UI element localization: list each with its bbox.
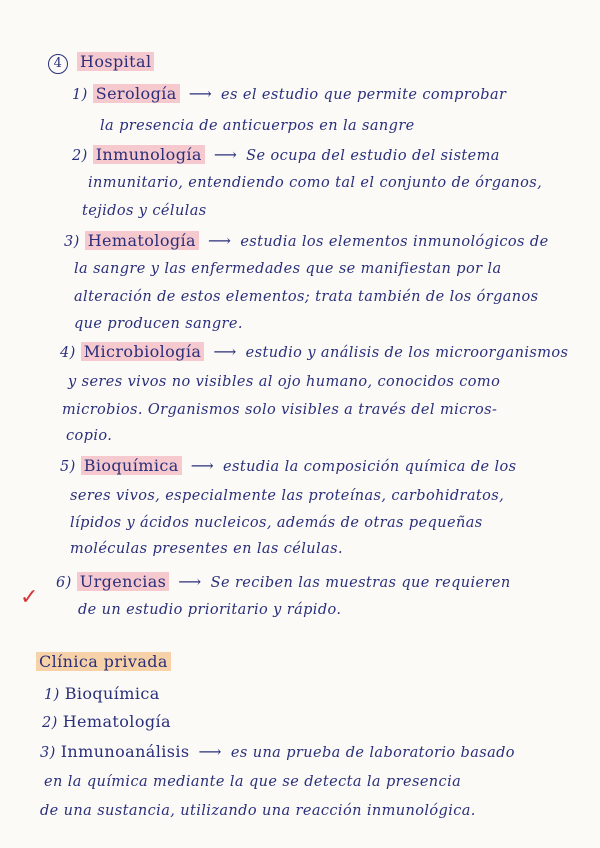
arrow-icon: ⟶ xyxy=(198,742,222,761)
item3-term: Hematología xyxy=(85,231,199,250)
item4-line4: copio. xyxy=(66,428,113,444)
section2-heading xyxy=(36,652,171,671)
item5-term: Bioquímica xyxy=(81,456,182,475)
s2-item3-line3: de una sustancia, utilizando una reacción inmunológica. xyxy=(40,803,476,819)
s2-item2-term: Hematología xyxy=(62,712,171,731)
section2-title: Clínica privada xyxy=(36,652,171,671)
item4-line2: y seres vivos no visibles al ojo humano, conocidos como xyxy=(68,374,501,390)
section1-heading xyxy=(48,52,154,74)
arrow-icon: ⟶ xyxy=(213,342,237,361)
item1-line2: la presencia de anticuerpos en la sangre xyxy=(100,118,415,134)
item4-line1: 4) Microbiología ⟶ estudio y análisis de los microorganismos xyxy=(60,342,569,361)
section1-title: Hospital xyxy=(77,52,154,71)
item3-line1: 3) Hematología ⟶ estudia los elementos inmunológicos de xyxy=(64,231,549,250)
item2-line3: tejidos y células xyxy=(82,203,207,219)
arrow-icon: ⟶ xyxy=(178,572,202,591)
item5-line3: lípidos y ácidos nucleicos, además de otras pequeñas xyxy=(70,515,483,531)
section1-number: 4 xyxy=(48,54,68,74)
item6-term: Urgencias xyxy=(77,572,170,591)
arrow-icon: ⟶ xyxy=(207,231,232,250)
item4-term: Microbiología xyxy=(81,342,205,361)
item2-term: Inmunología xyxy=(93,145,205,164)
item5-line2: seres vivos, especialmente las proteínas, carbohidratos, xyxy=(70,488,505,504)
item3-line3: alteración de estos elementos; trata también de los órganos xyxy=(74,289,539,305)
check-mark-icon: ✓ xyxy=(20,585,39,610)
arrow-icon: ⟶ xyxy=(188,84,213,103)
item2-line2: inmunitario, entendiendo como tal el conjunto de órganos, xyxy=(88,175,543,191)
item4-line3: microbios. Organismos solo visibles a través del micros- xyxy=(62,402,498,418)
arrow-icon: ⟶ xyxy=(213,145,238,164)
item3-line2: la sangre y las enfermedades que se manifiestan por la xyxy=(74,261,502,277)
s2-item1: 1) Bioquímica xyxy=(44,684,160,703)
item3-line4: que producen sangre. xyxy=(74,316,243,332)
arrow-icon: ⟶ xyxy=(190,456,215,475)
s2-item3-term: Inmunoanálisis xyxy=(60,742,190,761)
item6-line1: 6) Urgencias ⟶ Se reciben las muestras que requieren xyxy=(56,572,511,591)
item5-line4: moléculas presentes en las células. xyxy=(70,541,343,557)
item1-line1: 1) Serología ⟶ es el estudio que permite comprobar xyxy=(72,84,507,103)
s2-item2: 2) Hematología xyxy=(42,712,171,731)
s2-item1-term: Bioquímica xyxy=(64,684,160,703)
s2-item3-line2: en la química mediante la que se detecta la presencia xyxy=(44,774,462,790)
item6-line2: de un estudio prioritario y rápido. xyxy=(78,602,342,618)
item5-line1: 5) Bioquímica ⟶ estudia la composición química de los xyxy=(60,456,517,475)
s2-item3-line1: 3) Inmunoanálisis ⟶ es una prueba de laboratorio basado xyxy=(40,742,515,761)
item1-term: Serología xyxy=(93,84,180,103)
item2-line1: 2) Inmunología ⟶ Se ocupa del estudio del sistema xyxy=(72,145,500,164)
